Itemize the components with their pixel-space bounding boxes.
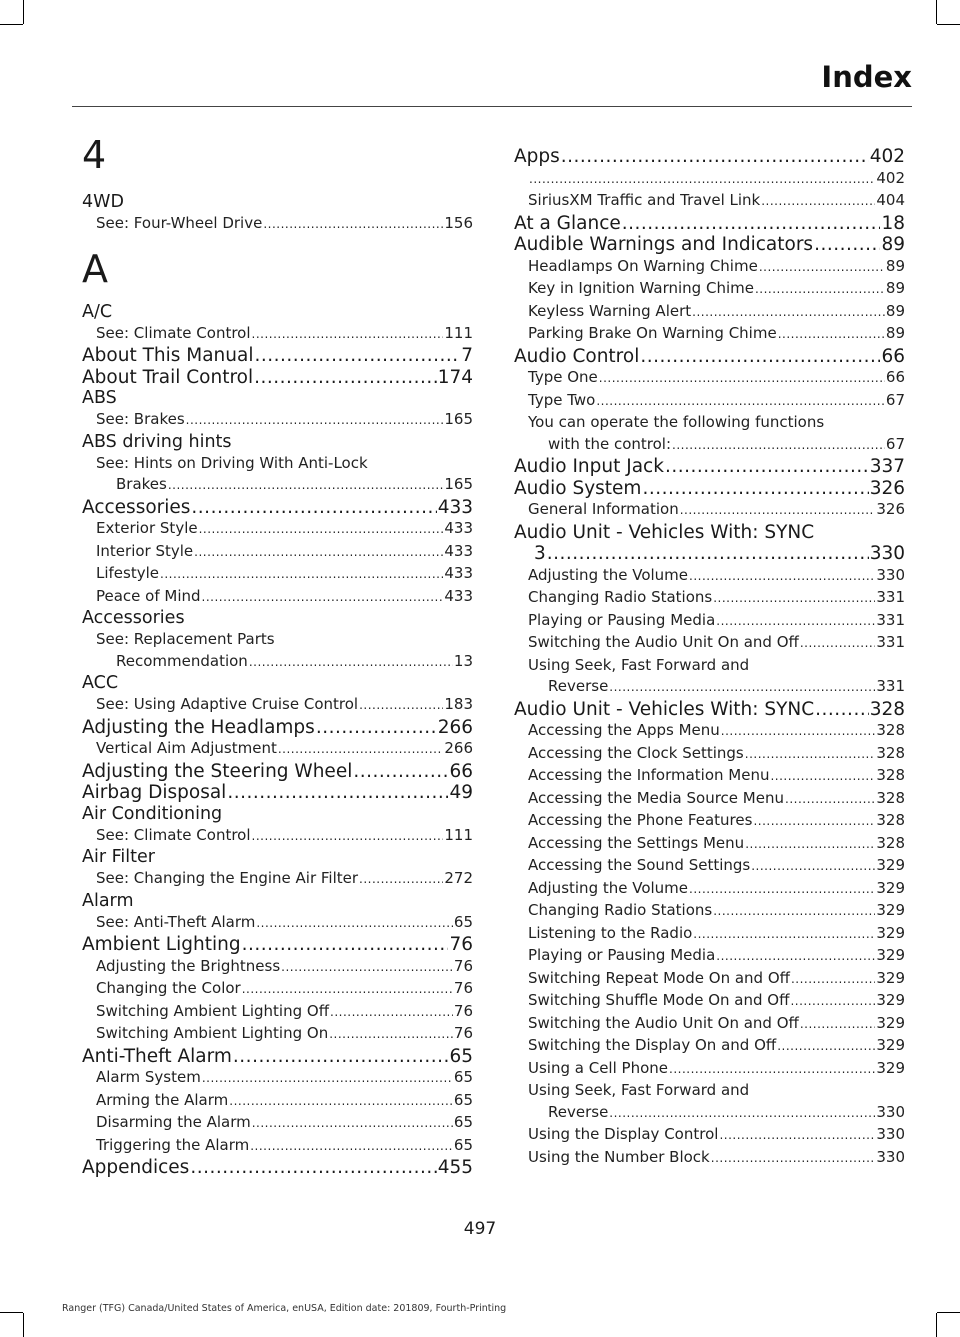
index-sub-entry[interactable]: Vertical Aim Adjustment ..... 266 [82,738,473,761]
index-sub-entry[interactable]: Playing or Pausing Media ..... 329 [514,945,905,968]
index-main-entry[interactable]: Appendices ..... 455 [82,1157,473,1179]
index-main-entry[interactable]: Audio Unit - Vehicles With: SYNC ..... 328 [514,699,905,721]
index-main-entry[interactable]: Audio Control ..... 66 [514,346,905,368]
index-sub-entry-cont[interactable]: with the control: ..... 67 [514,434,905,457]
index-sub-entry[interactable]: Switching Ambient Lighting On ..... 76 [82,1023,473,1046]
index-sub-entry[interactable]: Triggering the Alarm ..... 65 [82,1135,473,1158]
index-sub-entry[interactable]: Keyless Warning Alert ..... 89 [514,301,905,324]
index-sub-entry[interactable]: Accessing the Settings Menu ..... 328 [514,833,905,856]
crop-mark [23,0,24,24]
index-heading: ACC [82,673,119,693]
index-main-entry[interactable]: Adjusting the Steering Wheel ..... 66 [82,761,473,783]
index-sub-entry[interactable]: Accessing the Media Source Menu ..... 328 [514,788,905,811]
index-sub-entry[interactable]: Headlamps On Warning Chime ..... 89 [514,256,905,279]
index-sub-entry: Using Seek, Fast Forward and [528,655,750,674]
index-heading: Air Filter [82,847,155,867]
index-sub-entry[interactable]: Alarm System ..... 65 [82,1067,473,1090]
index-sub-entry[interactable]: Parking Brake On Warning Chime ..... 89 [514,323,905,346]
section-letter: 4 [82,133,107,177]
index-see-entry[interactable]: See: Changing the Engine Air Filter ..... 272 [82,868,473,891]
index-see-entry[interactable]: See: Brakes ..... 165 [82,409,473,432]
index-sub-entry: You can operate the following functions [528,413,825,431]
index-sub-entry[interactable]: Accessing the Clock Settings ..... 328 [514,743,905,766]
index-sub-entry[interactable]: Switching Repeat Mode On and Off ..... 329 [514,968,905,991]
index-sub-entry[interactable]: Adjusting the Volume ..... 329 [514,878,905,901]
index-main-entry[interactable]: At a Glance ..... 18 [514,213,905,235]
index-sub-entry[interactable]: Switching Shuffle Mode On and Off ..... 329 [514,990,905,1013]
index-see-entry-cont[interactable]: Brakes ..... 165 [82,474,473,497]
index-main-entry-cont[interactable]: 3 ..... 330 [514,543,905,565]
index-sub-entry[interactable]: Accessing the Apps Menu ..... 328 [514,720,905,743]
index-see-entry[interactable]: See: Using Adaptive Cruise Control ..... 183 [82,694,473,717]
index-heading: ABS driving hints [82,431,232,452]
index-see-entry[interactable]: See: Four-Wheel Drive ..... 156 [82,213,473,236]
index-main-entry[interactable]: Ambient Lighting ..... 76 [82,934,473,956]
crop-mark [0,1312,23,1313]
index-sub-entry[interactable]: Using the Number Block ..... 330 [514,1147,905,1170]
index-main-entry[interactable]: Apps ..... 402 [514,146,905,168]
index-heading: Alarm [82,890,134,911]
index-main-entry[interactable]: Audio Unit - Vehicles With: SYNC [514,521,815,543]
index-sub-entry[interactable]: Accessing the Information Menu ..... 328 [514,765,905,788]
index-sub-entry[interactable]: Disarming the Alarm ..... 65 [82,1112,473,1135]
index-see-entry[interactable]: See: Climate Control ..... 111 [82,825,473,848]
index-sub-entry[interactable]: ..... 402 [514,168,905,191]
section-letter: A [82,246,108,291]
index-sub-entry[interactable]: Type Two ..... 67 [514,390,905,413]
index-sub-entry[interactable]: Switching the Audio Unit On and Off ..... 331 [514,632,905,655]
index-sub-entry[interactable]: Changing Radio Stations ..... 329 [514,900,905,923]
index-sub-entry[interactable]: General Information ..... 326 [514,499,905,522]
crop-mark [936,0,937,24]
index-see-entry: See: Replacement Parts [96,630,275,648]
index-see-entry: See: Hints on Driving With Anti-Lock [96,453,368,472]
index-heading: 4WD [82,192,124,212]
index-left-column [82,128,473,1179]
index-sub-entry[interactable]: Changing the Color ..... 76 [82,978,473,1001]
index-sub-entry[interactable]: Changing Radio Stations ..... 331 [514,587,905,610]
index-main-entry[interactable]: Airbag Disposal ..... 49 [82,782,473,804]
index-main-entry[interactable]: Audio Input Jack ..... 337 [514,456,905,478]
index-sub-entry[interactable]: Switching Ambient Lighting Off ..... 76 [82,1001,473,1024]
index-sub-entry[interactable]: SiriusXM Traffic and Travel Link ..... 404 [514,190,905,213]
index-sub-entry[interactable]: Arming the Alarm ..... 65 [82,1090,473,1113]
index-sub-entry[interactable]: Key in Ignition Warning Chime ..... 89 [514,278,905,301]
crop-mark [936,1313,937,1337]
index-main-entry[interactable]: Accessories ..... 433 [82,497,473,519]
index-main-entry[interactable]: Audio System ..... 326 [514,478,905,500]
index-sub-entry: Using Seek, Fast Forward and [528,1081,750,1099]
index-see-entry-cont[interactable]: Recommendation ..... 13 [82,651,473,674]
index-sub-entry[interactable]: Accessing the Sound Settings ..... 329 [514,855,905,878]
index-sub-entry[interactable]: Switching the Audio Unit On and Off ..... 329 [514,1013,905,1036]
index-sub-entry[interactable]: Accessing the Phone Features ..... 328 [514,810,905,833]
index-sub-entry[interactable]: Interior Style ..... 433 [82,541,473,564]
index-sub-entry-cont[interactable]: Reverse ..... 330 [514,1102,905,1125]
crop-mark [23,1313,24,1337]
index-main-entry[interactable]: About Trail Control ..... 174 [82,367,473,389]
index-main-entry[interactable]: About This Manual ..... 7 [82,345,473,367]
index-see-entry[interactable]: See: Anti-Theft Alarm ..... 65 [82,912,473,935]
index-sub-entry[interactable]: Playing or Pausing Media ..... 331 [514,610,905,633]
index-main-entry[interactable]: Anti-Theft Alarm ..... 65 [82,1046,473,1068]
index-main-entry[interactable]: Audible Warnings and Indicators ..... 89 [514,234,905,256]
index-sub-entry[interactable]: Exterior Style ..... 433 [82,518,473,541]
page-number: 497 [463,1219,497,1239]
index-see-entry[interactable]: See: Climate Control ..... 111 [82,323,473,346]
index-sub-entry[interactable]: Adjusting the Volume ..... 330 [514,565,905,588]
index-sub-entry[interactable]: Using the Display Control ..... 330 [514,1124,905,1147]
index-sub-entry[interactable]: Switching the Display On and Off ..... 329 [514,1035,905,1058]
index-sub-entry[interactable]: Adjusting the Brightness ..... 76 [82,956,473,979]
footer-edition-text: Ranger (TFG) Canada/United States of America, enUSA, Edition date: 201809, Fourth-Printing [62,1303,507,1314]
crop-mark [0,24,23,25]
index-sub-entry[interactable]: Peace of Mind ..... 433 [82,586,473,609]
index-right-column [514,146,905,1169]
index-main-entry[interactable]: Adjusting the Headlamps ..... 266 [82,717,473,739]
index-sub-entry[interactable]: Type One ..... 66 [514,367,905,390]
index-heading: ABS [82,388,117,408]
page-title: Index [821,60,912,94]
index-sub-entry[interactable]: Listening to the Radio ..... 329 [514,923,905,946]
index-sub-entry[interactable]: Lifestyle ..... 433 [82,563,473,586]
crop-mark [937,24,960,25]
index-heading: A/C [82,301,113,322]
index-sub-entry[interactable]: Using a Cell Phone ..... 329 [514,1058,905,1081]
crop-mark [937,1312,960,1313]
index-sub-entry-cont[interactable]: Reverse ..... 331 [514,676,905,699]
header-rule [72,106,912,107]
index-heading: Air Conditioning [82,803,223,824]
index-heading: Accessories [82,608,185,628]
